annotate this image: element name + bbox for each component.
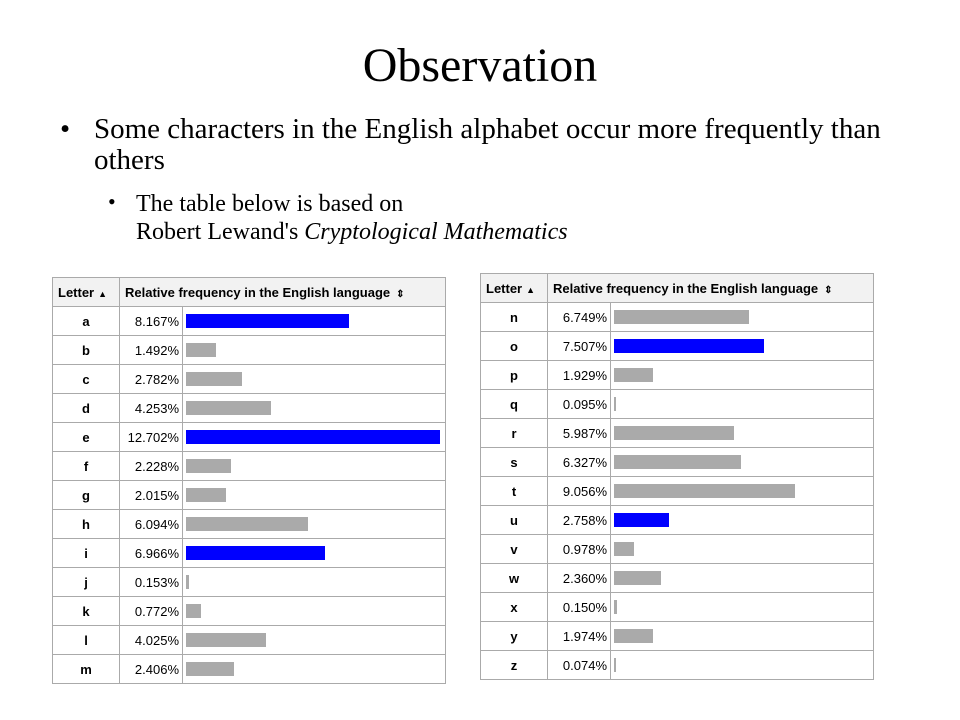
bullet-main-text: Some characters in the English alphabet occur more frequently than others	[94, 113, 881, 176]
frequency-bar-f	[186, 459, 231, 473]
table-row	[481, 390, 874, 419]
percent-label: 12.702%	[120, 423, 183, 452]
percent-label: 0.095%	[548, 390, 611, 419]
letter-cell: r	[481, 419, 548, 448]
bar-cell	[611, 593, 874, 622]
table-row	[53, 307, 446, 336]
letter-cell: w	[481, 564, 548, 593]
percent-label: 9.056%	[548, 477, 611, 506]
frequency-bar-e	[186, 430, 440, 444]
frequency-bar-d	[186, 401, 271, 415]
frequency-bar-b	[186, 343, 216, 357]
frequency-bar-v	[614, 542, 634, 556]
header-letter[interactable]: Letter ▲	[53, 278, 120, 307]
letter-cell: j	[53, 568, 120, 597]
table-row	[481, 593, 874, 622]
table-row	[53, 481, 446, 510]
letter-cell: l	[53, 626, 120, 655]
letter-cell: s	[481, 448, 548, 477]
table-row	[53, 539, 446, 568]
table-row	[53, 510, 446, 539]
table-row	[53, 423, 446, 452]
letter-cell: z	[481, 651, 548, 680]
letter-cell: v	[481, 535, 548, 564]
letter-cell: o	[481, 332, 548, 361]
bar-cell	[183, 394, 446, 423]
frequency-bar-u	[614, 513, 669, 527]
table-row	[481, 303, 874, 332]
bar-cell	[611, 477, 874, 506]
frequency-bar-l	[186, 633, 266, 647]
table-row	[53, 597, 446, 626]
letter-cell: x	[481, 593, 548, 622]
bar-cell	[183, 655, 446, 684]
bar-cell	[611, 419, 874, 448]
table-row	[481, 651, 874, 680]
frequency-bar-s	[614, 455, 741, 469]
bar-cell	[183, 423, 446, 452]
bar-cell	[183, 452, 446, 481]
bar-cell	[183, 336, 446, 365]
letter-cell: d	[53, 394, 120, 423]
frequency-bar-t	[614, 484, 795, 498]
percent-label: 6.966%	[120, 539, 183, 568]
percent-label: 2.015%	[120, 481, 183, 510]
table-row	[481, 506, 874, 535]
table-row	[53, 655, 446, 684]
bar-cell	[183, 568, 446, 597]
table-row	[53, 336, 446, 365]
letter-cell: p	[481, 361, 548, 390]
frequency-bar-z	[614, 658, 616, 672]
frequency-table-right	[480, 273, 874, 680]
bar-cell	[183, 626, 446, 655]
bar-cell	[611, 651, 874, 680]
bar-cell	[611, 390, 874, 419]
bar-cell	[611, 332, 874, 361]
header-frequency[interactable]: Relative frequency in the English language ⇕	[548, 274, 874, 303]
citation-author: Robert Lewand's	[136, 219, 305, 245]
bar-cell	[183, 510, 446, 539]
letter-cell: e	[53, 423, 120, 452]
bullet-sub-line2	[136, 218, 856, 246]
frequency-bar-c	[186, 372, 242, 386]
percent-label: 8.167%	[120, 307, 183, 336]
percent-label: 0.150%	[548, 593, 611, 622]
frequency-bar-x	[614, 600, 617, 614]
table-row	[53, 626, 446, 655]
letter-cell: u	[481, 506, 548, 535]
percent-label: 7.507%	[548, 332, 611, 361]
percent-label: 2.758%	[548, 506, 611, 535]
frequency-bar-r	[614, 426, 734, 440]
sort-both-icon[interactable]: ⇕	[396, 288, 405, 300]
frequency-bar-j	[186, 575, 189, 589]
percent-label: 2.782%	[120, 365, 183, 394]
bullet-dot: •	[60, 113, 71, 145]
frequency-bar-q	[614, 397, 616, 411]
table-row	[481, 361, 874, 390]
table-row	[481, 622, 874, 651]
letter-cell: c	[53, 365, 120, 394]
bar-cell	[183, 365, 446, 394]
sort-asc-icon[interactable]: ▲	[526, 284, 536, 295]
letter-cell: b	[53, 336, 120, 365]
letter-cell: a	[53, 307, 120, 336]
table-row	[481, 332, 874, 361]
letter-cell: k	[53, 597, 120, 626]
percent-label: 4.253%	[120, 394, 183, 423]
percent-label: 2.406%	[120, 655, 183, 684]
percent-label: 0.074%	[548, 651, 611, 680]
table-row	[481, 477, 874, 506]
bar-cell	[183, 307, 446, 336]
percent-label: 0.772%	[120, 597, 183, 626]
frequency-bar-k	[186, 604, 201, 618]
frequency-bar-i	[186, 546, 325, 560]
percent-label: 1.974%	[548, 622, 611, 651]
letter-cell: i	[53, 539, 120, 568]
letter-cell: n	[481, 303, 548, 332]
citation-book: Cryptological Mathematics	[304, 219, 568, 245]
bullet-sub-line1: The table below is based on	[136, 191, 404, 217]
sort-both-icon[interactable]: ⇕	[824, 284, 833, 296]
percent-label: 1.492%	[120, 336, 183, 365]
bar-cell	[183, 481, 446, 510]
bar-cell	[611, 303, 874, 332]
bar-cell	[611, 361, 874, 390]
bullet-dot: •	[108, 189, 116, 214]
frequency-bar-m	[186, 662, 234, 676]
frequency-bar-p	[614, 368, 653, 382]
percent-label: 0.153%	[120, 568, 183, 597]
percent-label: 6.327%	[548, 448, 611, 477]
percent-label: 2.228%	[120, 452, 183, 481]
bar-cell	[183, 539, 446, 568]
frequency-bar-h	[186, 517, 308, 531]
table-row	[481, 419, 874, 448]
bar-cell	[183, 597, 446, 626]
percent-label: 5.987%	[548, 419, 611, 448]
frequency-bar-a	[186, 314, 349, 328]
frequency-bar-g	[186, 488, 226, 502]
table-row	[53, 394, 446, 423]
slide-title: Observation	[362, 39, 598, 92]
bar-cell	[611, 564, 874, 593]
percent-label: 6.749%	[548, 303, 611, 332]
percent-label: 4.025%	[120, 626, 183, 655]
bar-cell	[611, 622, 874, 651]
letter-cell: h	[53, 510, 120, 539]
letter-cell: g	[53, 481, 120, 510]
bar-cell	[611, 506, 874, 535]
letter-cell: q	[481, 390, 548, 419]
letter-cell: m	[53, 655, 120, 684]
frequency-bar-y	[614, 629, 653, 643]
table-row	[53, 365, 446, 394]
percent-label: 6.094%	[120, 510, 183, 539]
table-row	[481, 564, 874, 593]
frequency-table-left	[52, 277, 446, 684]
bullet-sub-text	[136, 190, 856, 246]
letter-cell: f	[53, 452, 120, 481]
letter-cell: t	[481, 477, 548, 506]
frequency-bar-n	[614, 310, 749, 324]
table-row	[53, 568, 446, 597]
table-row	[53, 452, 446, 481]
header-letter[interactable]: Letter ▲	[481, 274, 548, 303]
table-row	[481, 448, 874, 477]
letter-cell: y	[481, 622, 548, 651]
percent-label: 0.978%	[548, 535, 611, 564]
percent-label: 1.929%	[548, 361, 611, 390]
percent-label: 2.360%	[548, 564, 611, 593]
header-frequency[interactable]: Relative frequency in the English language ⇕	[120, 278, 446, 307]
bar-cell	[611, 535, 874, 564]
sort-asc-icon[interactable]: ▲	[98, 288, 108, 299]
table-row	[481, 535, 874, 564]
frequency-bar-w	[614, 571, 661, 585]
frequency-bar-o	[614, 339, 764, 353]
bar-cell	[611, 448, 874, 477]
